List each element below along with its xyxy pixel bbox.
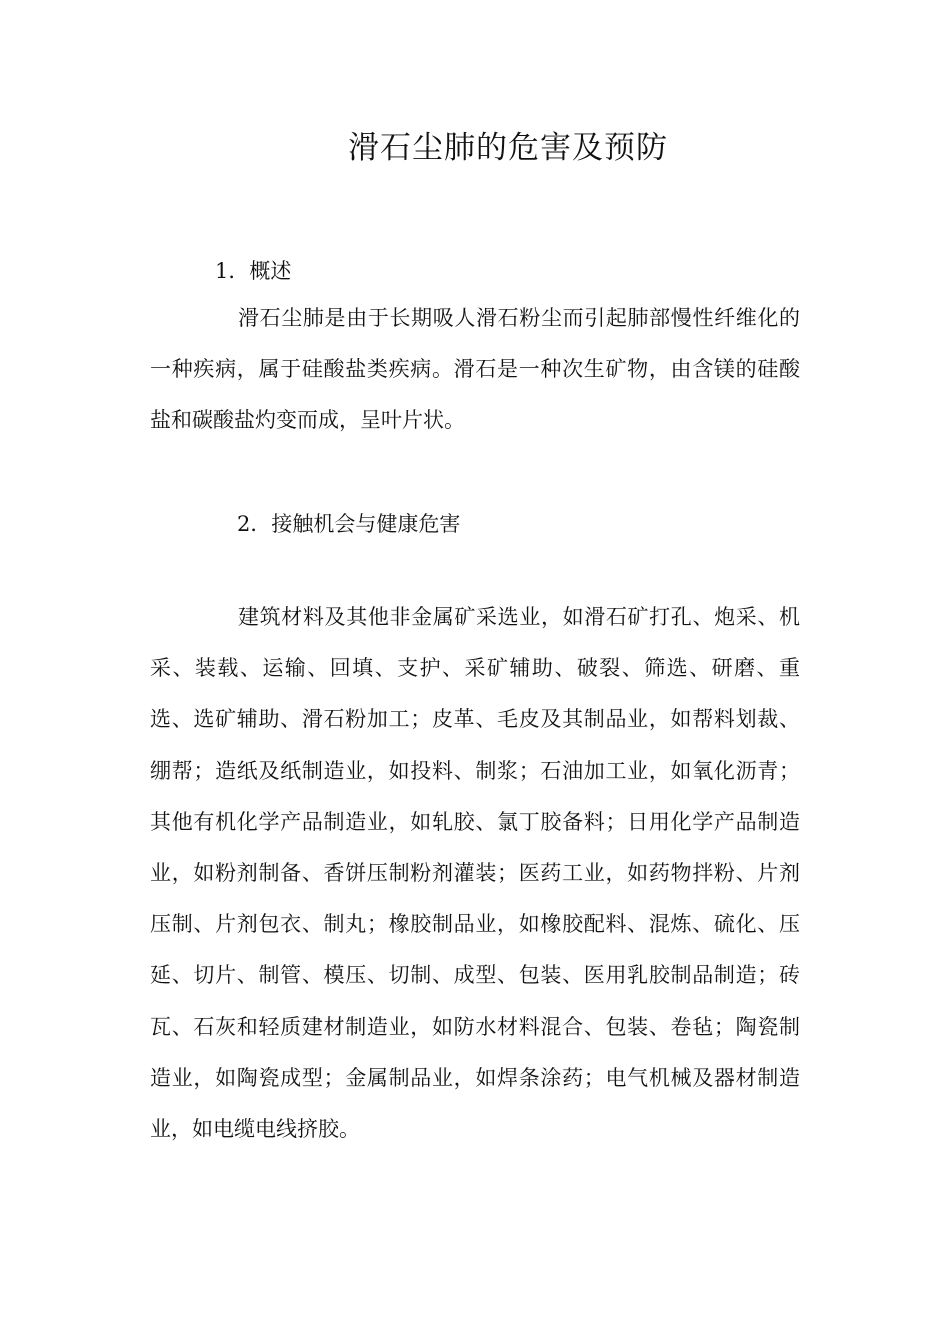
section-paragraph-exposure: 建筑材料及其他非金属矿采选业，如滑石矿打孔、炮采、机采、装载、运输、回填、支护、采矿辅助、破裂、筛选、研磨、重选、选矿辅助、滑石粉加工；皮革、毛皮及其制品业，如帮料划裁、绷帮；造纸及纸制造业，如投料、制浆；石油加工业，如氧化沥青；其他有机化学产品制造业，如轧胶、氯丁胶备料；日用化学产品制造业，如粉剂制备、香饼压制粉剂灌装；医药工业，如药物拌粉、片剂压制、片剂包衣、制丸；橡胶制品业，如橡胶配料、混炼、硫化、压延、切片、制管、模压、切制、成型、包装、医用乳胶制品制造；砖瓦、石灰和轻质建材制造业，如防水材料混合、包装、卷毡；陶瓷制造业，如陶瓷成型；金属制品业，如焊条涂药；电气机械及器材制造业，如电缆电线挤胶。 — [150, 605, 800, 1142]
section-paragraph-overview: 滑石尘肺是由于长期吸人滑石粉尘而引起肺部慢性纤维化的一种疾病，属于硅酸盐类疾病。滑石是一种次生矿物，由含镁的硅酸盐和碳酸盐灼变而成，呈叶片状。 — [150, 306, 800, 432]
section-heading-exposure: 2．接触机会与健康危害 — [237, 512, 461, 536]
section-heading-overview: 1．概述 — [215, 259, 292, 283]
document-title: 滑石尘肺的危害及预防 — [348, 130, 668, 166]
